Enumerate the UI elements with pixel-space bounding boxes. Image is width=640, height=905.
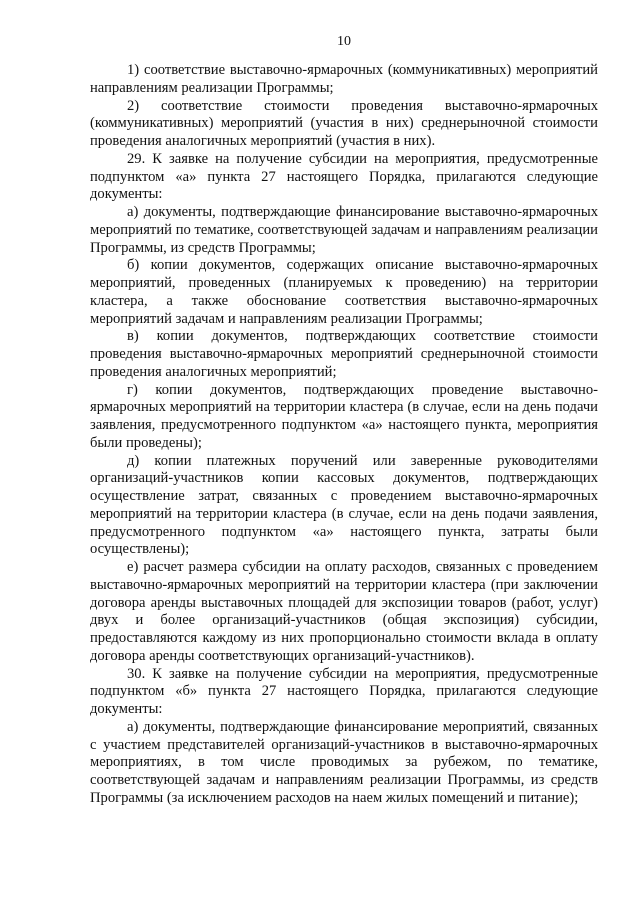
paragraph-clause-29: 29. К заявке на получение субсидии на мероприятия, предусмотренные подпунктом «а» пункта 27 настоящего Порядка, прилагаются следующие документы: [90,150,598,203]
paragraph-29-d: д) копии платежных поручений или заверенные руководителями организаций-участников копии кассовых документов, подтверждающих осуществление затрат, связанных с проведением выставочно-ярмарочных мероприятий на территории кластера (в случае, если на день подачи заявления, предусмотренного подпунктом «а» настоящего пункта, затраты были осуществлены); [90,452,598,558]
paragraph-criterion-2: 2) соответствие стоимости проведения выставочно-ярмарочных (коммуникативных) мероприятий (участия в них) среднерыночной стоимости проведения аналогичных мероприятий (участия в них). [90,97,598,149]
paragraph-29-b: б) копии документов, содержащих описание выставочно-ярмарочных мероприятий, проведенных (планируемых к проведению) на территории кластера, а также обоснование соответствия выставочно-ярмарочных мероприятий задачам и направлениям реализации Программы; [90,257,598,327]
paragraph-29-v: в) копии документов, подтверждающих соответствие стоимости проведения выставочно-ярмарочных мероприятий среднерыночной стоимости проведения аналогичных мероприятий; [90,328,598,380]
page-number: 10 [337,34,351,49]
paragraph-30-a: а) документы, подтверждающие финансирование мероприятий, связанных с участием представителей организаций-участников в выставочно-ярмарочных мероприятиях, в том числе проводимых за рубежом, по тематике, соответствующей задачам и направлениям реализации Программы, из средств Программы (за исключением расходов на наем жилых помещений и питание); [90,718,598,806]
paragraph-29-e: е) расчет размера субсидии на оплату расходов, связанных с проведением выставочно-ярмарочных мероприятий на территории кластера (при заключении договора аренды выставочных площадей для экспозиции товаров (работ, услуг) двух и более организаций-участников (общая экспозиция) субсидии, предоставляются каждому из них пропорционально стоимости вклада в оплату договора аренды соответствующих организаций-участников). [90,559,598,664]
paragraph-29-a: а) документы, подтверждающие финансирование выставочно-ярмарочных мероприятий по тематике, соответствующей задачам и направлениям реализации Программы, из средств Программы; [90,204,598,256]
paragraph-29-g: г) копии документов, подтверждающих проведение выставочно-ярмарочных мероприятий на территории кластера (в случае, если на день подачи заявления, предусмотренного подпунктом «а» настоящего пункта, мероприятия были проведены); [90,381,598,451]
document-body [90,62,598,808]
paragraph-clause-30: 30. К заявке на получение субсидии на мероприятия, предусмотренные подпунктом «б» пункта 27 настоящего Порядка, прилагаются следующие документы: [90,665,598,717]
paragraph-criterion-1: 1) соответствие выставочно-ярмарочных (коммуникативных) мероприятий направлениям реализации Программы; [90,62,598,96]
